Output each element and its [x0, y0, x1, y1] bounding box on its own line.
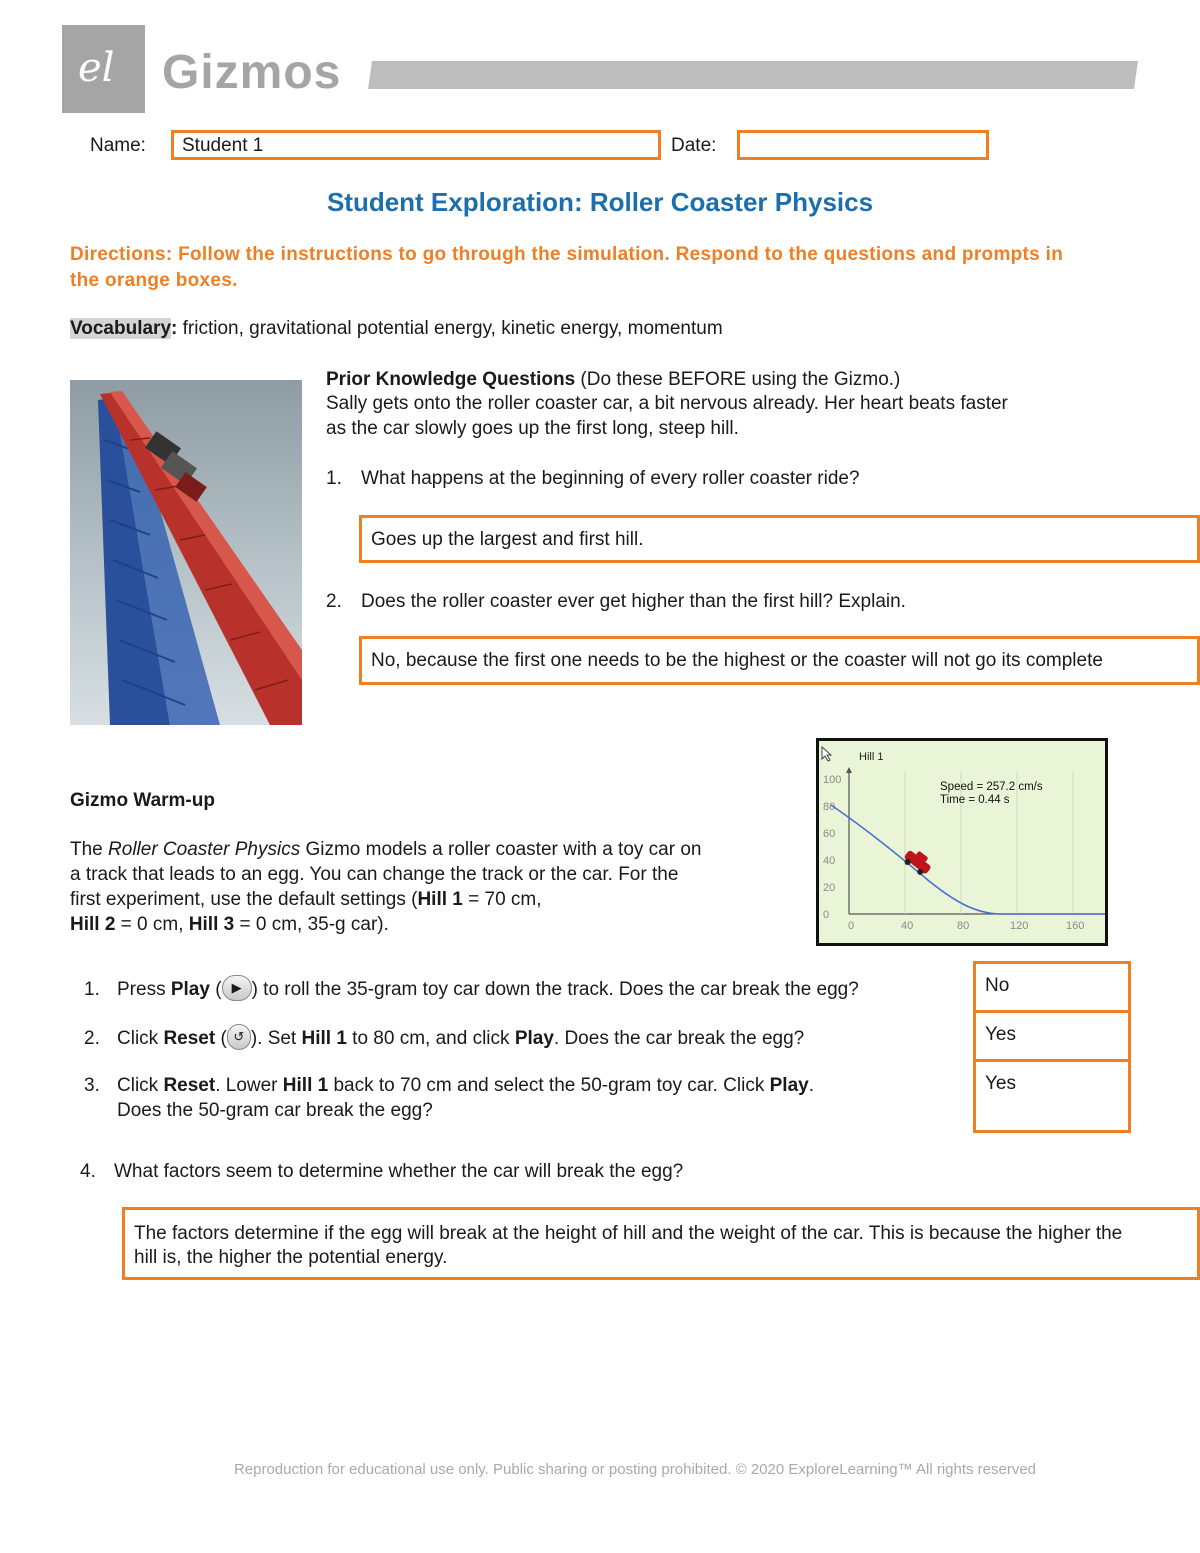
question-text: Does the roller coaster ever get higher than the first hill? Explain.: [361, 591, 906, 612]
intro-line-2: as the car slowly goes up the first long, steep hill.: [326, 418, 739, 439]
y-tick-label: 100: [823, 774, 842, 786]
x-tick-label: 0: [848, 920, 855, 932]
answer-text: hill is, the higher the potential energy.: [134, 1247, 448, 1268]
logo-glyph: el: [78, 45, 115, 91]
bold-term: Hill 3: [188, 914, 235, 935]
answer-text: Goes up the largest and first hill.: [371, 529, 644, 550]
text-run: Press: [117, 979, 171, 1000]
answer-text: No: [985, 975, 1010, 996]
reset-icon: ↺: [227, 1024, 251, 1050]
bold-term: Hill 1: [301, 1028, 347, 1049]
warmup-question-3: [117, 1073, 814, 1123]
y-tick-label: 40: [823, 855, 836, 867]
hill-label: Hill 1: [859, 751, 884, 763]
intro-line-1: Sally gets onto the roller coaster car, a bit nervous already. Her heart beats faster: [326, 393, 1008, 414]
page-title: Student Exploration: Roller Coaster Physics: [326, 187, 874, 217]
warmup-heading: Gizmo Warm-up: [70, 790, 215, 811]
text-run: = 0 cm,: [115, 914, 189, 935]
vocabulary-terms: friction, gravitational potential energy, kinetic energy, momentum: [177, 318, 723, 339]
text-run: (: [209, 979, 222, 1000]
answer-cell-1[interactable]: [973, 961, 1131, 1013]
prior-knowledge-heading: [326, 367, 1166, 392]
bold-term: Play: [170, 979, 210, 1000]
prior-knowledge-title: Prior Knowledge Questions: [326, 369, 576, 390]
answer-text: The factors determine if the egg will break at the height of hill and the weight of the car. This is because the higher the: [134, 1223, 1123, 1244]
bold-term: Hill 1: [417, 889, 463, 910]
y-tick-label: 60: [823, 828, 836, 840]
speed-readout: Speed = 257.2 cm/s: [940, 781, 1043, 793]
y-tick-label: 20: [823, 882, 836, 894]
gizmo-screenshot: [816, 738, 1108, 946]
answer-text: Yes: [985, 1024, 1016, 1045]
prior-knowledge-intro: [326, 391, 1186, 441]
answer-cell-2[interactable]: [973, 1010, 1131, 1062]
answer-box-2[interactable]: [359, 636, 1200, 685]
bold-term: Reset: [163, 1075, 216, 1096]
x-tick-label: 80: [957, 920, 970, 932]
text-run: = 70 cm,: [462, 889, 542, 910]
y-tick-label: 0: [823, 909, 830, 921]
question-number: 1.: [326, 468, 342, 489]
bold-term: Play: [769, 1075, 809, 1096]
time-readout: Time = 0.44 s: [940, 794, 1010, 806]
logo-wordmark: Gizmos: [162, 46, 342, 99]
answer-box-1[interactable]: [359, 515, 1200, 563]
text-run: back to 70 cm and select the 50-gram toy car. Click: [328, 1075, 770, 1096]
header-bar: [368, 61, 1138, 89]
answer-cell-3[interactable]: [973, 1059, 1131, 1133]
text-run: . Lower: [215, 1075, 283, 1096]
text-run: a track that leads to an egg. You can change the track or the car. For the: [70, 864, 679, 885]
answer-text: No, because the first one needs to be the highest or the coaster will not go its complete: [371, 650, 1103, 671]
text-run: to 80 cm, and click: [346, 1028, 515, 1049]
text-run: (: [215, 1028, 227, 1049]
warmup-question-2: [117, 1026, 804, 1051]
name-field[interactable]: [171, 130, 661, 160]
text-run: = 0 cm, 35-g car).: [234, 914, 389, 935]
text-run: Click: [117, 1028, 164, 1049]
text-run: Gizmo models a roller coaster with a toy car on: [300, 839, 702, 860]
footer-copyright: Reproduction for educational use only. Public sharing or posting prohibited. © 2020 ExploreLearning™ All rights reserved: [233, 1461, 1037, 1478]
answer-box-4[interactable]: [122, 1207, 1200, 1280]
gizmo-graph: [819, 741, 1105, 943]
name-value: Student 1: [182, 135, 264, 156]
vocabulary-label: Vocabulary: [70, 318, 172, 339]
name-label: Name:: [90, 135, 146, 156]
gizmo-name: Roller Coaster Physics: [108, 839, 301, 860]
text-run: .: [808, 1075, 814, 1096]
text-run: ) to roll the 35-gram toy car down the track. Does the car break the egg?: [251, 979, 859, 1000]
bold-term: Hill 2: [70, 914, 116, 935]
bold-term: Hill 1: [282, 1075, 329, 1096]
question-number: 2.: [84, 1028, 100, 1049]
text-run: Does the 50-gram car break the egg?: [117, 1100, 433, 1121]
text-run: Click: [117, 1075, 164, 1096]
bold-term: Reset: [163, 1028, 216, 1049]
y-tick-label: 80: [823, 801, 836, 813]
vocabulary-line: [70, 316, 723, 342]
roller-coaster-photo: [70, 380, 302, 725]
answer-text: Yes: [985, 1073, 1016, 1094]
question-number: 4.: [80, 1161, 96, 1182]
warmup-paragraph: [70, 837, 810, 937]
text-run: first experiment, use the default settings (: [70, 889, 418, 910]
vocabulary-colon: :: [171, 318, 178, 339]
question-number: 2.: [326, 591, 342, 612]
x-tick-label: 120: [1010, 920, 1029, 932]
date-field[interactable]: [737, 130, 989, 160]
x-tick-label: 160: [1066, 920, 1085, 932]
text-run: ). Set: [250, 1028, 302, 1049]
question-number: 3.: [84, 1075, 100, 1096]
text-run: The: [70, 839, 109, 860]
question-number: 1.: [84, 979, 100, 1000]
question-text: What happens at the beginning of every roller coaster ride?: [361, 468, 860, 489]
warmup-question-4: What factors seem to determine whether the car will break the egg?: [114, 1161, 684, 1182]
warmup-question-1: [117, 977, 859, 1002]
date-label: Date:: [671, 135, 717, 156]
play-icon: ▶: [222, 975, 252, 1001]
x-tick-label: 40: [901, 920, 914, 932]
directions-text: Directions: Follow the instructions to go through the simulation. Respond to the questions and prompts in the orange boxes.: [70, 244, 1064, 291]
bold-term: Play: [514, 1028, 554, 1049]
text-run: . Does the car break the egg?: [553, 1028, 805, 1049]
prior-knowledge-note: (Do these BEFORE using the Gizmo.): [575, 369, 901, 390]
